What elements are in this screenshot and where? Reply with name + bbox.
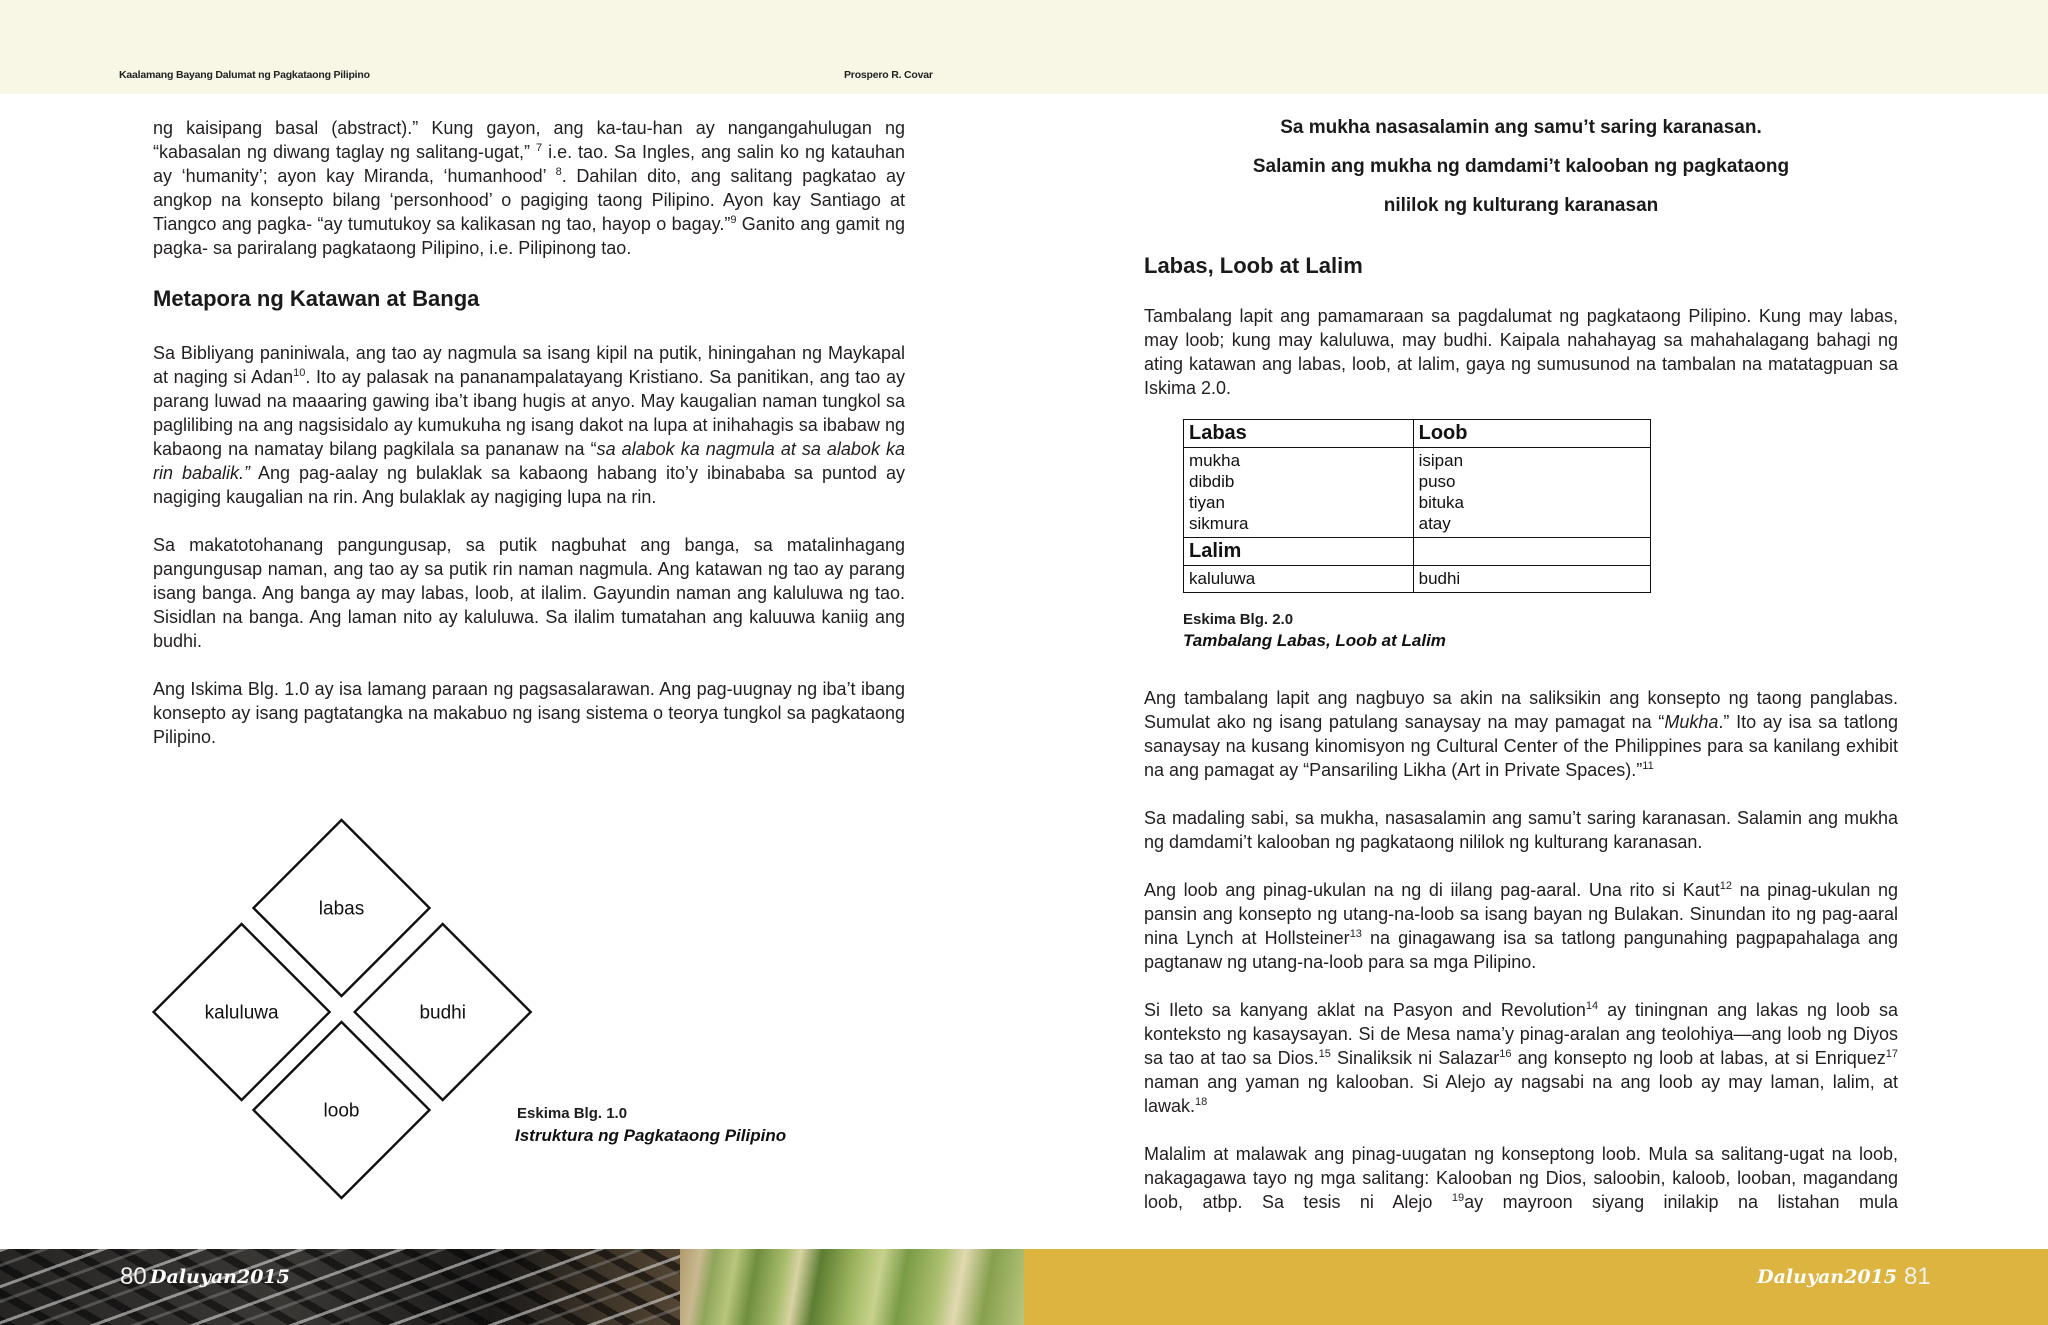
paragraph	[153, 116, 905, 260]
paragraph-text: Malalim at malawak ang pinag-uugatan ng konseptong loob. Mula sa salitang-ugat na loob, nakagagawa tayo ng mga salitang: Kalooban ng Dios, saloobin, kaloob, looban, magandang loob, atbp. Sa tesis ni Alejo	[1144, 1144, 1898, 1212]
paragraph: Ang Iskima Blg. 1.0 ay isa lamang paraan ng pagsasalarawan. Ang pag-uugnay ng iba’t ibang konsepto ay isang pagtatangka na makabuo ng isang sistema o teorya tungkol sa pagkataong Pilipino.	[153, 679, 905, 747]
diagram-label-budhi: budhi	[419, 1002, 466, 1024]
table-cell-labas-items	[1184, 448, 1414, 538]
paragraph-text: ng kaisipang basal (abstract).” Kung gayon, ang ka-tau-han ay nangangahulugan ng “kabasalan ng diwang taglay ng salitang-ugat,”	[153, 118, 905, 162]
footer-band-right	[1024, 1249, 2048, 1325]
figure-caption-label: Eskima Blg. 1.0	[517, 1105, 628, 1122]
paragraph: Sa madaling sabi, sa mukha, nasasalamin ang samu’t saring karanasan. Salamin ang mukha ng damdami’t kalooban ng pagkataong nililok ng kulturang karanasan.	[1144, 808, 1898, 852]
footnote-ref: 7	[536, 142, 543, 154]
diagram-label-kaluluwa: kaluluwa	[204, 1002, 279, 1024]
paragraph	[1144, 686, 1898, 782]
figure-caption-title: Istruktura ng Pagkataong Pilipino	[515, 1126, 787, 1145]
pull-quote-line: Salamin ang mukha ng damdami’t kalooban ng pagkataong	[1252, 156, 1790, 177]
paragraph-text: i.e. tao. Sa Ingles, ang salin ko ng katauhan ay ‘humanity’; ayon kay Miranda, ‘humanhood’	[153, 142, 905, 186]
paragraph: Tambalang lapit ang pamamaraan sa pagdalumat ng pagkataong Pilipino. Kung may labas, may loob; kung may kaluluwa, may budhi. Kaipala nahahayag sa mahahalagang bahagi ng ating katawan ang labas, loob, at lalim, gaya ng sumusunod na tambalan na matatagpuan sa Iskima 2.0.	[1144, 306, 1898, 398]
table-item: bituka	[1418, 493, 1464, 512]
table-item: puso	[1418, 472, 1456, 491]
pull-quote	[1144, 108, 1898, 225]
table-caption-label: Eskima Blg. 2.0	[1183, 611, 1294, 628]
footnote-ref: 11	[1642, 760, 1654, 772]
diagram-label-labas: labas	[318, 898, 365, 920]
footer-photo-bamboo	[680, 1249, 1024, 1325]
paragraph	[1144, 1142, 1898, 1214]
paragraph-text: Ganito ang gamit ng pagka- sa pariralang pagkataong Pilipino, i.e. Pilipinong tao.	[153, 214, 905, 258]
paragraph	[1144, 998, 1898, 1118]
table-item: dibdib	[1189, 472, 1235, 491]
paragraph-text: Sinaliksik ni Salazar	[1330, 1048, 1500, 1068]
iskima-diagram	[140, 810, 540, 1210]
paragraph	[153, 341, 905, 509]
paragraph: Sa makatotohanang pangungusap, sa putik nagbuhat ang banga, sa matalinhagang pangungusap naman, ang tao ay sa putik rin naman nagmula. Ang katawan ng tao ay parang isang banga. Ang banga ay may labas, loob, at ilalim. Gayundin naman ang kaluluwa ng tao. Sisidlan na banga. Ang laman nito ay kaluluwa. Sa ilalim tumatahan ang kaluuwa kaniig ang budhi.	[153, 535, 905, 651]
paragraph	[1144, 878, 1898, 974]
table-header-labas: Labas	[1184, 420, 1414, 448]
table-item: isipan	[1418, 451, 1464, 470]
paragraph-text: Ang tambalang lapit ang nagbuyo sa akin na saliksikin ang konsepto ng taong panglabas. Sumulat ako ng isang patulang sanaysay na may pamagat na “	[1144, 688, 1898, 732]
pull-quote-line: nililok ng kulturang karanasan	[1383, 195, 1659, 216]
table-header-loob: Loob	[1413, 420, 1650, 448]
paragraph-text: naman ang yaman ng kalooban. Si Alejo ay nagsabi na ang loob ay may laman, lalim, at lawak.	[1144, 1072, 1898, 1116]
paragraph-text: Sa Bibliyang paniniwala, ang tao ay nagmula sa isang kipil na putik, hiningahan ng Maykapal at naging si Adan	[153, 343, 905, 387]
right-page-body	[1144, 108, 1898, 1242]
masthead-left: Daluyan2015	[150, 1266, 290, 1288]
table-item: atay	[1418, 514, 1451, 533]
footnote-ref: 19	[1451, 1192, 1465, 1204]
table-header-lalim: Lalim	[1184, 538, 1414, 566]
paragraph-text: Ang pag-aalay ng bulaklak sa kabaong habang ito’y ibinababa sa puntod ay nagiging kaugalian na rin. Ang bulaklak ay nagiging lupa na rin.	[153, 463, 905, 507]
footer-band-left	[0, 1249, 1024, 1325]
table-item: mukha	[1189, 451, 1241, 470]
paragraph-text: . Dahilan dito, ang salitang pagkatao ay angkop na konsepto bilang ‘personhood’ o pagiging taong Pilipino. Ayon kay Santiago at Tiangco ang pagka- “ay tumutukoy sa kalikasan ng tao, hayop o bagay.”	[153, 166, 905, 234]
footnote-ref: 18	[1195, 1096, 1208, 1108]
table-item: sikmura	[1189, 514, 1249, 533]
paragraph-text: ay mayroon siyang inilakip na listahan mula	[1464, 1192, 1898, 1212]
author-name: Prospero R. Covar	[844, 69, 933, 81]
paragraph-text: . Ito ay palasak na pananampalatayang Kristiano. Sa panitikan, ang tao ay parang luwad na maaaring gawing iba’t ibang hugis at anyo. May kaugalian naman tungkol sa paglilibing na ang nagsisidalo ay kumukuha ng isang dakot na lupa at inihahagis sa ibabaw ng kabaong na namatay bilang pagkilala sa pananaw na “	[153, 367, 905, 459]
section-heading: Metapora ng Katawan at Banga	[153, 286, 480, 311]
table-caption-title: Tambalang Labas, Loob at Lalim	[1183, 631, 1446, 650]
table-cell: budhi	[1413, 566, 1650, 593]
page-number-right: 81	[1904, 1263, 1931, 1290]
masthead-right: Daluyan2015	[1757, 1266, 1897, 1288]
diagram-label-loob: loob	[323, 1100, 360, 1122]
footnote-ref: 13	[1349, 928, 1362, 940]
table-cell-loob-items	[1413, 448, 1650, 538]
pull-quote-line: Sa mukha nasasalamin ang samu’t saring karanasan.	[1280, 117, 1762, 138]
table-header-row	[1184, 420, 1651, 448]
table-row	[1184, 448, 1651, 538]
footnote-ref: 16	[1499, 1048, 1512, 1060]
left-page-body	[153, 116, 905, 810]
section-heading: Labas, Loob at Lalim	[1144, 253, 1363, 278]
paragraph-text: na pinag-ukulan ng pansin ang konsepto ng utang-na-loob sa isang bayan ng Bulakan. Sinundan ito ng pag-aaral nina Lynch at Hollsteiner	[1144, 880, 1898, 948]
footer-photo-textile	[0, 1249, 700, 1325]
paragraph-text: Ang loob ang pinag-ukulan na ng di iilang pag-aaral. Una rito si Kaut	[1144, 880, 1720, 900]
header-band	[0, 0, 2048, 94]
table-header-row	[1184, 538, 1651, 566]
iskima-table	[1183, 419, 1651, 593]
table-cell: kaluluwa	[1184, 566, 1414, 593]
italic-quote: sa alabok ka nagmula at sa alabok ka rin babalik.”	[153, 439, 905, 483]
running-title: Kaalamang Bayang Dalumat ng Pagkataong Pilipino	[119, 69, 370, 81]
footnote-ref: 12	[1719, 880, 1733, 892]
paragraph-text: ang konsepto ng loob at labas, at si Enriquez	[1511, 1048, 1886, 1068]
footnote-ref: 8	[555, 166, 562, 178]
paragraph-text: Si Ileto sa kanyang aklat na Pasyon and Revolution	[1144, 1000, 1586, 1020]
table-row	[1184, 566, 1651, 593]
italic-title: Mukha	[1664, 712, 1719, 732]
footnote-ref: 10	[293, 367, 306, 379]
page-number-left: 80	[120, 1263, 147, 1290]
paragraph-text: ay tiningnan ang lakas ng loob sa konteksto ng kasaysayan. Si de Mesa nama’y pinag-aralan ang teolohiya—ang loob ng Diyos sa tao at tao sa Dios.	[1144, 1000, 1898, 1068]
paragraph-text: na ginagawang isa sa tatlong pangunahing pagpapahalaga ang pagtanaw ng utang-na-loob para sa mga Pilipino.	[1144, 928, 1898, 972]
footnote-ref: 14	[1585, 1000, 1599, 1012]
footnote-ref: 17	[1885, 1048, 1898, 1060]
table-cell-empty	[1413, 538, 1650, 566]
table-item: tiyan	[1189, 493, 1225, 512]
footnote-ref: 15	[1318, 1048, 1331, 1060]
footnote-ref: 9	[730, 214, 737, 226]
paragraph-text: .” Ito ay isa sa tatlong sanaysay na kusang kinomisyon ng Cultural Center of the Philippines para sa kanilang exhibit na ang pamagat ay “Pansariling Likha (Art in Private Spaces).”	[1144, 712, 1898, 780]
